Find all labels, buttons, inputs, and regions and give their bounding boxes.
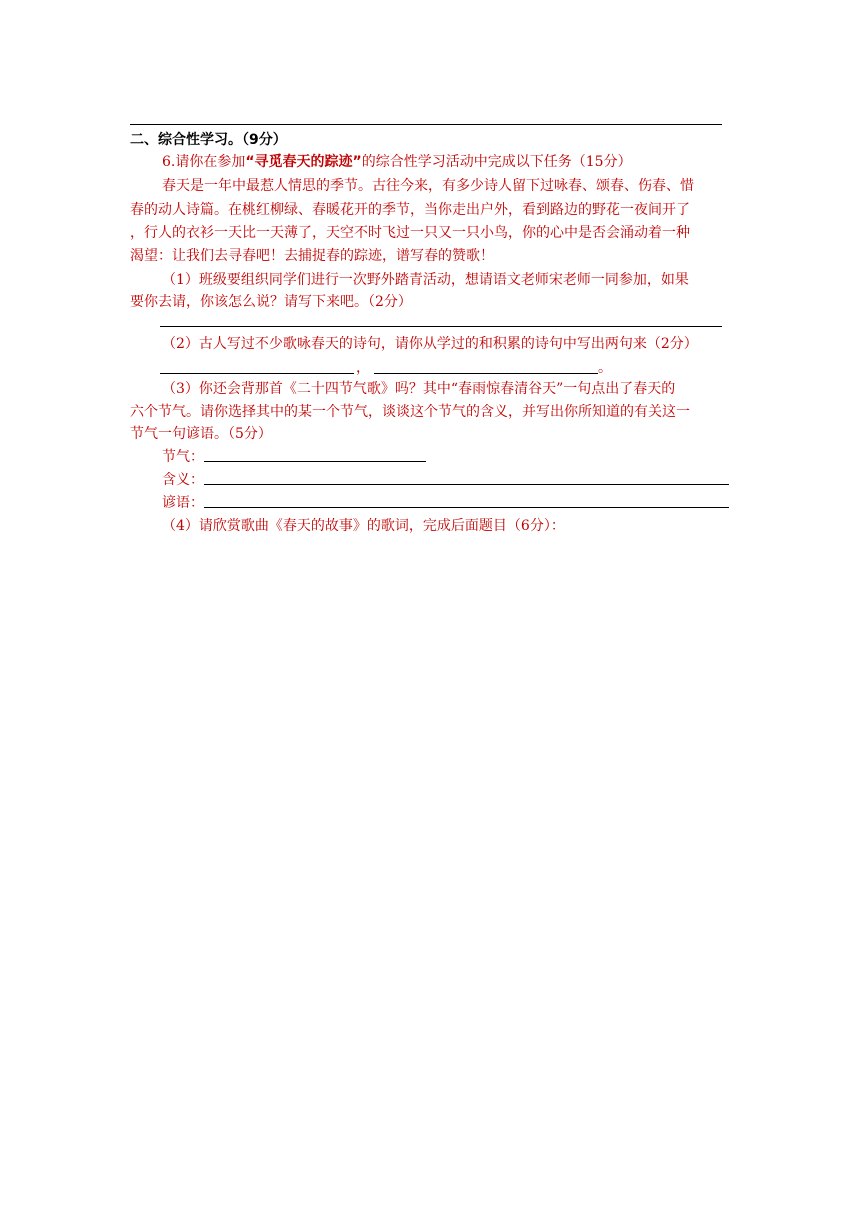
proverb-answer-line[interactable] <box>204 507 729 508</box>
task2-text: （2）古人写过不少歌咏春天的诗句，请你从学过的和积累的诗句中写出两句来（2分） <box>162 336 698 352</box>
intro-line-4: 渴望：让我们去寻春吧！去捕捉春的踪迹，谱写春的赞歌！ <box>130 248 494 264</box>
task2-answer-line-1[interactable] <box>160 373 354 374</box>
task1-line-2: 要你去请，你该怎么说？请写下来吧。（2分） <box>130 294 412 310</box>
task4-text: （4）请欣赏歌曲《春天的故事》的歌词，完成后面题目（6分）： <box>162 518 565 534</box>
task2-separator: ， <box>356 360 370 376</box>
meaning-label: 含义： <box>162 472 204 488</box>
question-prefix: 6.请你在参加 <box>162 154 246 170</box>
question-suffix: 的综合性学习活动中完成以下任务（15分） <box>361 154 632 170</box>
intro-line-1: 春天是一年中最惹人情思的季节。古往今来，有多少诗人留下过咏春、颂春、伤春、惜 <box>162 178 694 194</box>
term-label: 节气： <box>162 449 204 465</box>
question-highlight: “寻觅春天的踪迹” <box>245 154 362 170</box>
task3-line-3: 节气一句谚语。（5分） <box>130 426 272 442</box>
task1-line-1: （1）班级要组织同学们进行一次野外踏青活动，想请语文老师宋老师一同参加，如果 <box>162 272 689 288</box>
term-answer-line[interactable] <box>204 461 426 462</box>
question-6 <box>162 154 632 170</box>
intro-line-3: ，行人的衣衫一天比一天薄了，天空不时飞过一只又一只小鸟，你的心中是否会涌动着一种 <box>130 225 690 241</box>
task3-line-2: 六个节气。请你选择其中的某一个节气，谈谈这个节气的含义，并写出你所知道的有关这一 <box>130 404 690 420</box>
section-heading: 二、综合性学习。（9分） <box>130 132 287 148</box>
task1-answer-line[interactable] <box>160 326 722 327</box>
meaning-answer-line[interactable] <box>204 484 729 485</box>
task2-answer-line-2[interactable] <box>374 373 598 374</box>
top-divider <box>130 124 722 125</box>
task3-line-1: （3）你还会背那首《二十四节气歌》吗？其中“春雨惊春清谷天”一句点出了春天的 <box>162 381 676 397</box>
task2-end: 。 <box>598 360 612 376</box>
proverb-label: 谚语： <box>162 495 204 511</box>
intro-line-2: 春的动人诗篇。在桃红柳绿、春暖花开的季节，当你走出户外，看到路边的野花一夜间开了 <box>130 202 690 218</box>
